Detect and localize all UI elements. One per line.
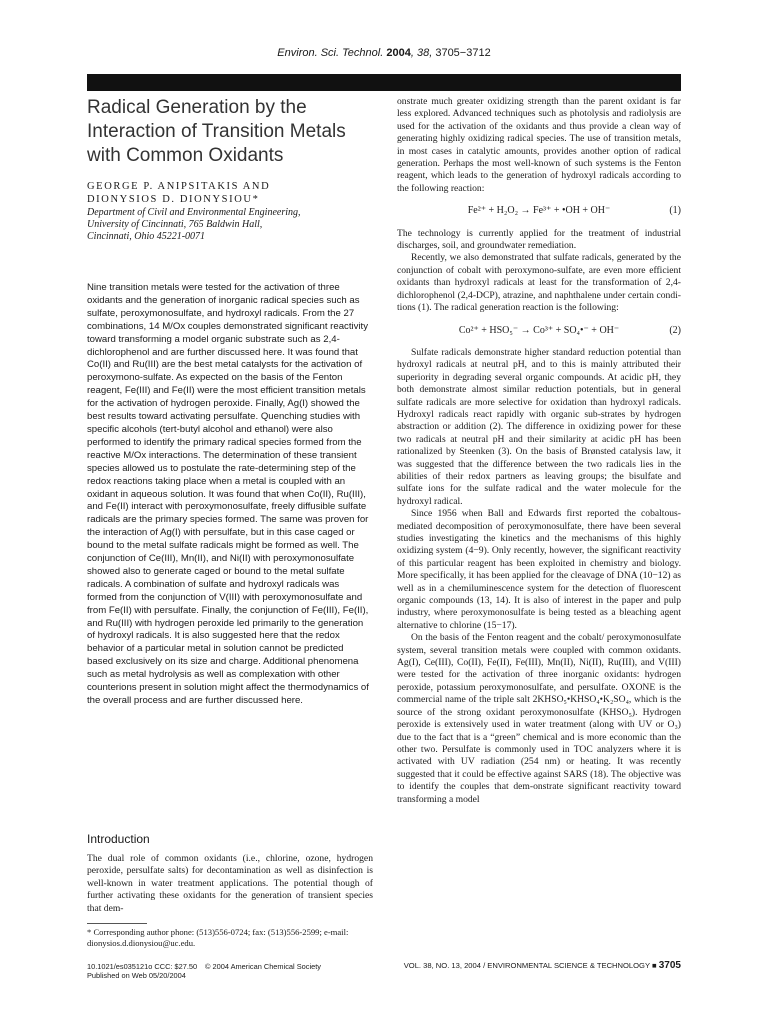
abstract-text: Nine transition metals were tested for the activation of three oxidants and the generation of inorganic radical species such as sulfate, peroxymonosulfate, and hydroxyl radicals. From the 27 combinations, 14 M/Ox couples demonstrated significant reactivity toward transforming a model organic substrate such as 2,4-dichlorophenol and are further discussed here. It was found that Co(II) and Ru(III) are the best metal catalysts for the activation of peroxymono-sulfate. As expected on the basis of the Fenton reagent, Fe(III) and Fe(II) were the most efficient transition metals for the activation of hydrogen peroxide. Finally, Ag(I) showed the best results toward activating persulfate. Quenching studies with specific alcohols (tert-butyl alcohol and ethanol) were also performed to identify the primary radical species formed from the reactive M/Ox interactions. The determination of these transient species allowed us to postulate the rate-determining step of the redox reactions taking place when a metal is coupled with an oxidant in aqueous solution. It was found that when Co(II), Ru(III), and Fe(II) interact with peroxymonosulfate, freely diffusible sulfate radicals are the primary species formed. The same was proven for the interaction of Ag(I) with persulfate, but in this case caged or bound to the metal sulfate radicals might be formed as well. The conjunction of Ce(III), Mn(II), and Ni(II) with peroxymonosulfate showed also to generate caged or bound to the metal sulfate radicals. A combination of sulfate and hydroxyl radicals was formed from the conjunction of V(III) with peroxymonosulfate and from Fe(II) with persulfate. Finally, the conjunction of Fe(III), Fe(II), and Ru(III) with hydrogen peroxide led primarily to the generation of hydroxyl radicals. It is also suggested here that the redox behavior of a particular metal in solution cannot be predicted based exclusively on its size and charge. Additional phenomena such as metal hydrolysis as well as complexation with other counterions present in solution might affect the thermodynamics of the overall process and are further discussed here. [87,282,369,706]
footnote-rule [87,923,147,924]
equation-2-text: Co²⁺ + HSO₅⁻ → Co³⁺ + SO₄•⁻ + OH⁻ [458,324,620,336]
footer-journal-info: VOL. 38, NO. 13, 2004 / ENVIRONMENTAL SCIENCE & TECHNOLOGY [403,961,650,970]
corresponding-author-footnote: * Corresponding author phone: (513)556-0724; fax: (513)556-2599; e-mail: dionysios.d.dionysiou@uc.edu. [87,927,349,948]
right-column [397,96,681,806]
journal-volume: 38 [416,47,430,59]
affiliation-line-3: Cincinnati, Ohio 45221-0071 [87,231,206,242]
equation-1-number: (1) [669,205,681,217]
right-paragraph-3: Recently, we also demonstrated that sulfate radicals, generated by the conjunction of cobalt with peroxymono-sulfate, are even more efficient oxidants than hydroxyl radicals at least for the transformation of 2,4-dichlorophenol (2,4-DCP), atrazine, and naphthalene under certain condi-tions (1). The radical generation reaction is the following: [397,252,681,314]
header-bar [87,74,681,91]
equation-2-number: (2) [669,324,681,336]
right-paragraph-5: Since 1956 when Ball and Edwards first reported the cobaltous-mediated decomposition of peroxymonosulfate, there have been several studies investigating the kinetics and the mechanisms of this highly oxidizing system (4−9). Only recently, however, the significant reactivity of this particular reagent has been exploited in chemistry and biology. More specifically, it has been applied for the cleavage of DNA (10−12) as well as in a chemiluminescence system for the detection of fluorescent organic compounds (13, 14). It is also of interest in the paper and pulp industry, where peroxymonosulfate is being tested as a bleaching agent alternative to chlorine (15−17). [397,508,681,631]
article-title: Radical Generation by the Interaction of Transition Metals with Common Oxidants [87,97,346,166]
abstract [87,282,371,708]
copyright: © 2004 American Chemical Society [205,962,321,971]
right-paragraph-6: On the basis of the Fenton reagent and the cobalt/ peroxymonosulfate system, several transition metals were coupled with common oxidants. Ag(I), Ce(III), Co(II), Fe(II), Fe(III), Mn(II), Ni(II), Ru(III), and V(III) were tested for the activation of three inorganic oxidants: hydrogen peroxide, potassium peroxymonosulfate, and persulfate. OXONE is the commercial name of the triple salt 2KHSO₅•KHSO₄•K₂SO₄, which is the source of the strong oxidant peroxymonosulfate (KHSO₅). Hydrogen peroxide is extensively used in water treatment (along with UV or O₃) due to the fact that is a “green” chemical and is more economic than the other two. Persulfate is commonly used in TOC analyzers where it is activated with UV radiation (254 nm) or heating. It was recently suggested that it could be effective against SARS (18). The objective was to identify the couples that dem-onstrate significant reactivity toward transforming a model [397,632,681,805]
journal-pages: 3705−3712 [435,47,491,59]
footer-square: ■ [652,961,657,970]
affiliation [87,207,367,243]
introduction-body [87,853,373,915]
published-date: Published on Web 05/20/2004 [87,971,186,980]
authors [87,180,367,206]
right-paragraph-1: onstrate much greater oxidizing strength than the parent oxidant is far less explored. Advanced techniques such as photolysis and radiolysis are used for the activation of the oxidants and thus provide a clean way of generating highly oxidizing radical species. The use of transition metals, in most cases in catalytic amounts, provides another option of radical generation. Perhaps the most well-known of such systems is the Fenton reagent, which leads to the generation of hydroxyl radicals according to the following reaction: [397,96,681,194]
page-number: 3705 [658,960,681,971]
authors-line-2: DIONYSIOS D. DIONYSIOU* [87,194,260,205]
journal-year: 2004 [386,47,411,59]
affiliation-line-2: University of Cincinnati, 765 Baldwin Hall, [87,219,263,230]
equation-2 [397,325,681,337]
affiliation-line-1: Department of Civil and Environmental Engineering, [87,207,301,218]
intro-paragraph: The dual role of common oxidants (i.e., chlorine, ozone, hydrogen peroxide, persulfate salts) for decontamination as well as disinfection is well-known in water treatment applications. The potential though of further activating these oxidants for the generation of transient species that dem- [87,853,373,914]
journal-header: Environ. Sci. Technol. 2004, 38, 3705−3712 [277,47,491,59]
right-paragraph-2: The technology is currently applied for the treatment of industrial discharges, soil, and groundwater remediation. [397,227,681,252]
authors-line-1: GEORGE P. ANIPSITAKIS AND [87,181,271,192]
doi: 10.1021/es035121o CCC: $27.50 [87,962,198,971]
equation-1-text: Fe²⁺ + H₂O₂ → Fe³⁺ + •OH + OH⁻ [467,205,611,217]
right-paragraph-4: Sulfate radicals demonstrate higher standard reduction potential than hydroxyl radicals at neutral pH, and to this is mainly attributed their superiority in degrading several organic compounds. At acidic pH, they both demonstrate almost similar reduction potentials, but in general sulfate radicals are more selective for oxidation than hydroxyl radicals. Hydroxyl radicals react rapidly with organic sub-strates by hydrogen abstraction or addition (2). The difference in oxidizing power for these two radicals at neutral pH and their similarity at acidic pH has been rationalized by Steenken (3). On the basis of Brønsted catalysis law, it was suggested that the difference between the two radicals lies in the abilities of their redox partners as leaving groups; the bisulfate and sulfate ions for the sulfate radical and the water molecule for the hydroxyl radical. [397,346,681,507]
introduction-heading: Introduction [87,832,150,846]
doi-block [87,962,197,980]
page-footer [397,960,681,971]
journal-name: Environ. Sci. Technol. [277,47,384,59]
equation-1 [397,205,681,217]
